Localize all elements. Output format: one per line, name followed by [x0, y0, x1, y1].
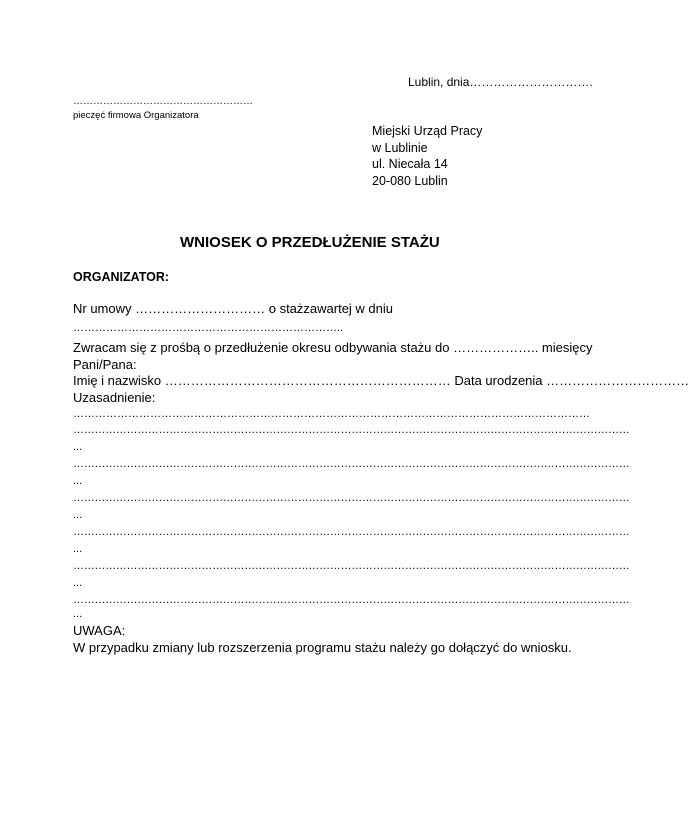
name-birthdate-line: Imię i nazwisko ………………………………………………………… Data urodzenia ……………………………: [73, 373, 689, 388]
document-title: WNIOSEK O PRZEDŁUŻENIE STAŻU: [180, 234, 440, 251]
addressee-line: 20-080 Lublin: [372, 173, 448, 188]
stamp-placeholder-dots: ………………………………………………: [73, 96, 253, 107]
justification-line: …………………………………………………………………………………………………………………………………………: [73, 424, 630, 436]
justification-label: Uzasadnienie:: [73, 390, 156, 405]
continuation-dots: ...: [73, 475, 83, 487]
contract-line: Nr umowy ………………………… o stażzawartej w dniu: [73, 301, 394, 316]
contract-date-dots: ………………………………………………………………..: [73, 322, 344, 334]
addressee-block: [372, 123, 482, 189]
addressee-line: Miejski Urząd Pracy: [372, 124, 483, 138]
continuation-dots: ...: [73, 543, 83, 555]
pani-pana-label: Pani/Pana:: [73, 357, 137, 372]
justification-line: …………………………………………………………………………………………………………………………………………: [73, 560, 630, 572]
note-label: UWAGA:: [73, 623, 126, 638]
addressee-line: w Lublinie: [372, 140, 428, 155]
request-line: Zwracam się z prośbą o przedłużenie okresu odbywania stażu do ……………….. miesięcy: [73, 340, 593, 355]
note-text: W przypadku zmiany lub rozszerzenia programu stażu należy go dołączyć do wniosku.: [73, 640, 572, 655]
stamp-label: pieczęć firmowa Organizatora: [73, 110, 199, 121]
justification-line: …………………………………………………………………………………………………………………………………………: [73, 526, 630, 538]
organizer-section-label: ORGANIZATOR:: [73, 270, 170, 284]
justification-first-line: ……………………………………………………………………………………………………………………………: [73, 408, 590, 420]
addressee-line: ul. Niecała 14: [372, 157, 448, 171]
continuation-dots: ...: [73, 577, 83, 589]
city-date-field: Lublin, dnia………………………….: [408, 75, 593, 89]
continuation-dots: ...: [73, 441, 83, 453]
justification-line: …………………………………………………………………………………………………………………………………………: [73, 492, 630, 504]
continuation-dots: ...: [73, 509, 83, 521]
continuation-dots: ...: [73, 608, 83, 620]
justification-line: …………………………………………………………………………………………………………………………………………: [73, 594, 630, 606]
justification-line: …………………………………………………………………………………………………………………………………………: [73, 458, 630, 470]
